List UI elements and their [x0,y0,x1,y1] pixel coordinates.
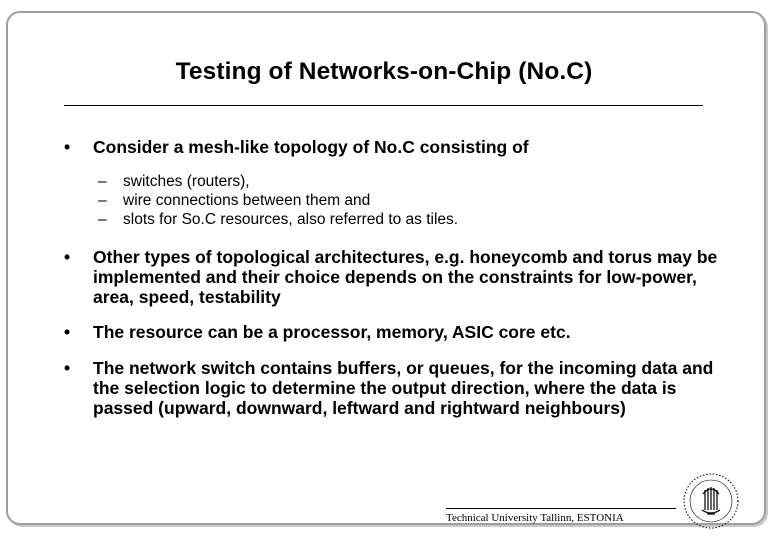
dash-marker: – [98,192,107,209]
sub-item-text: switches (routers), [123,173,250,190]
university-logo [680,470,742,532]
bullet-marker: • [64,137,71,157]
dash-marker: – [98,211,107,228]
bullet-marker: • [64,322,71,342]
bullet-text: Consider a mesh-like topology of No.C consisting of [93,137,529,157]
footer-rule [446,508,676,509]
footer-text: Technical University Tallinn, ESTONIA [446,512,624,524]
bullet-text: The resource can be a processor, memory, ASIC core etc. [93,322,571,342]
title-underline [64,105,703,106]
sub-item-text: wire connections between them and [123,192,371,209]
bullet-marker: • [64,247,71,267]
bullet-text: Other types of topological architectures, e.g. honeycomb and torus may be implemented and their choice depends on the constraints for low-power, area, speed, testability [93,247,718,307]
bullet-text: The network switch contains buffers, or queues, for the incoming data and the selection logic to determine the output direction, where the data is passed (upward, downward, leftward and rightward neighbours) [93,358,714,418]
dash-marker: – [98,173,107,190]
slide-title: Testing of Networks-on-Chip (No.C) [175,58,593,85]
bullet-marker: • [64,358,71,378]
sub-item-text: slots for So.C resources, also referred to as tiles. [123,211,459,228]
